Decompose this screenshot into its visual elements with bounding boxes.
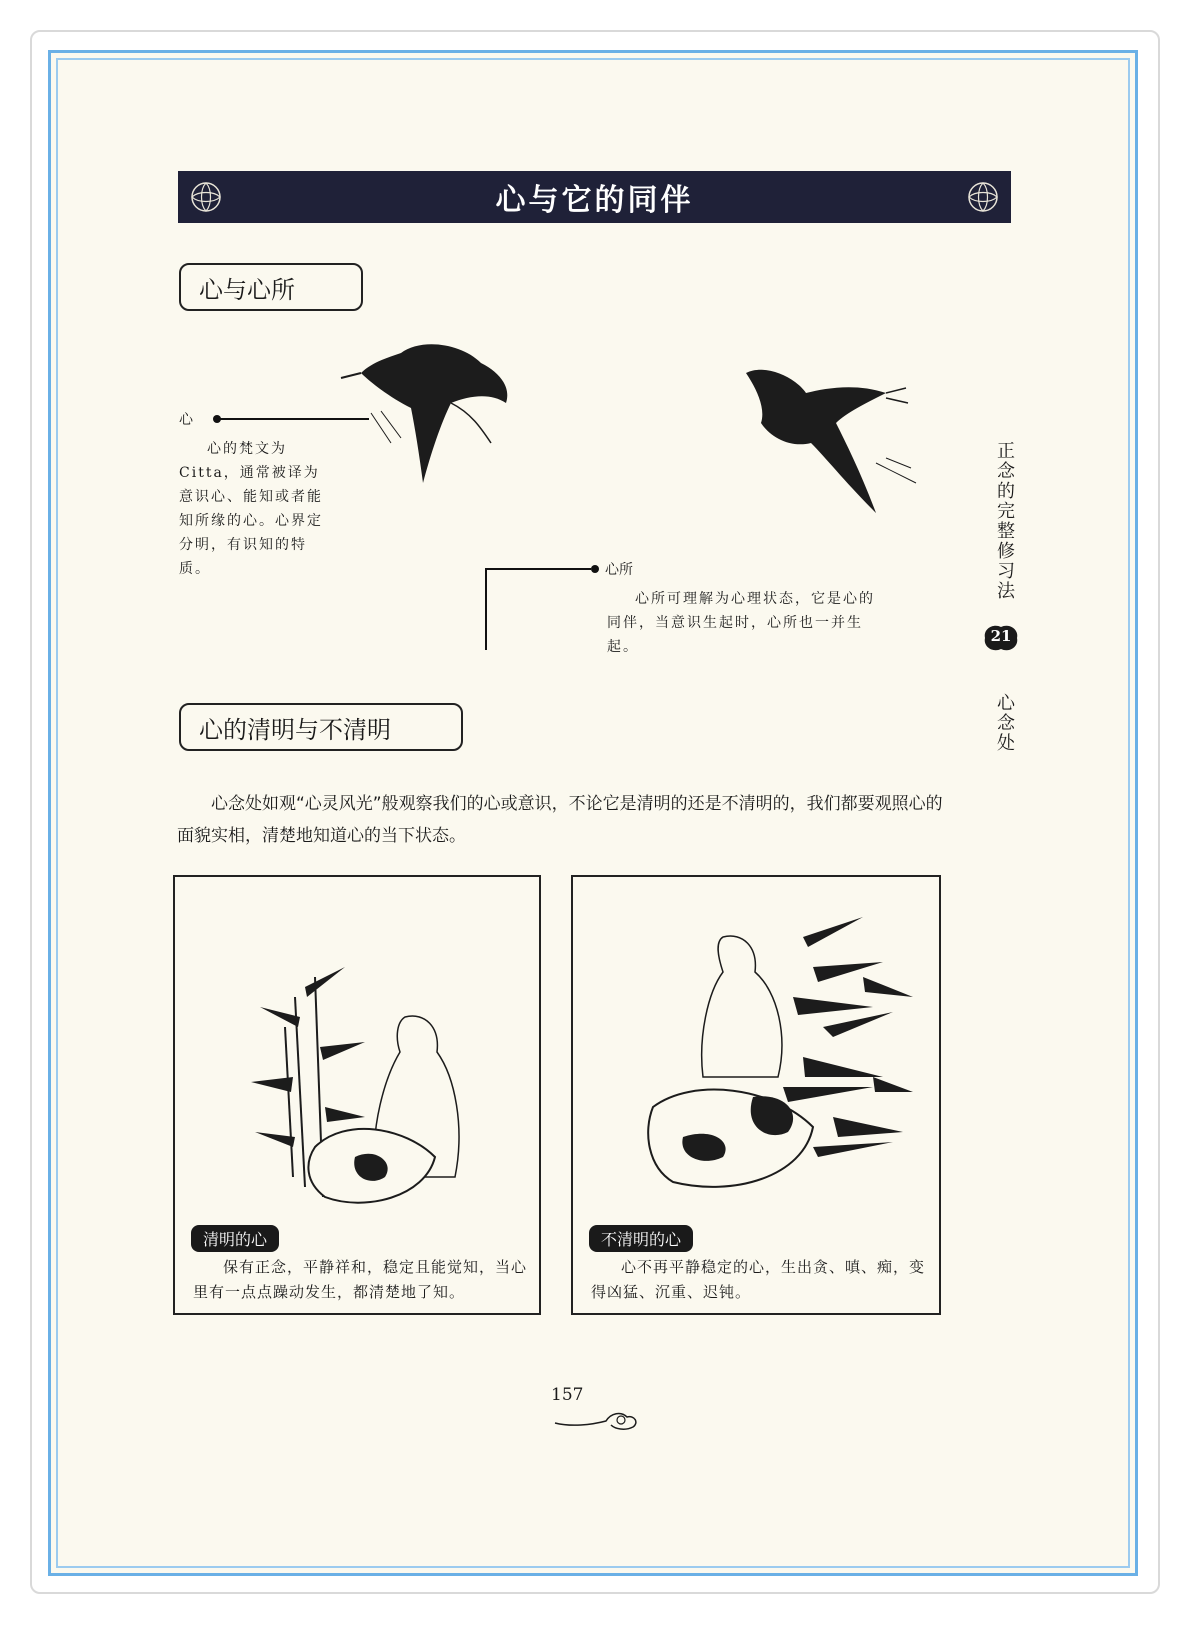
chapter-title: 正念的完整修习法	[994, 441, 1015, 601]
illustration-panel-clear	[173, 875, 541, 1315]
leader-line	[485, 568, 591, 570]
floral-ornament-icon	[184, 175, 228, 219]
chapter-number: 21	[990, 627, 1012, 645]
callout-label-cetasika: 心所	[605, 562, 633, 578]
ink-bird-illustration	[736, 363, 936, 523]
page-number: 157	[551, 1385, 584, 1405]
leader-dot	[591, 565, 599, 573]
body-paragraph: 心念处如观“心灵风光”般观察我们的心或意识，不论它是清明的还是不清明的，我们都要观照心的面貌实相，清楚地知道心的当下状态。	[177, 794, 943, 846]
sage-bamboo-illustration	[175, 877, 539, 1217]
panel-tag: 清明的心	[191, 1225, 279, 1252]
panel-tag: 不清明的心	[589, 1225, 693, 1252]
banner-title: 心与它的同伴	[495, 183, 694, 218]
callout-label-citta: 心	[179, 412, 193, 428]
sage-bamboo-illustration	[573, 877, 939, 1217]
section-heading: 心的清明与不清明	[179, 703, 463, 751]
section-heading: 心与心所	[179, 263, 363, 311]
ink-bird-illustration	[331, 333, 541, 493]
callout-text-cetasika: 心所可理解为心理状态，它是心的同伴，当意识生起时，心所也一并生起。	[607, 591, 875, 655]
chapter-badge	[981, 621, 1021, 655]
illustration-panel-unclear	[571, 875, 941, 1315]
callout-text-citta: 心的梵文为Citta，通常被译为意识心、能知或者能知所缘的心。心界定分明，有识知的特质。	[179, 441, 323, 577]
leader-line	[485, 568, 487, 650]
section-banner	[178, 171, 1011, 223]
chapter-subtitle: 心念处	[994, 693, 1015, 753]
leader-line	[219, 418, 369, 420]
cloud-ornament-icon	[551, 1403, 641, 1433]
floral-ornament-icon	[961, 175, 1005, 219]
panel-caption: 心不再平静稳定的心，生出贪、嗔、痴，变得凶猛、沉重、迟钝。	[591, 1258, 926, 1301]
panel-caption: 保有正念，平静祥和，稳定且能觉知，当心里有一点点躁动发生，都清楚地了知。	[193, 1258, 528, 1301]
book-page	[48, 50, 1138, 1576]
